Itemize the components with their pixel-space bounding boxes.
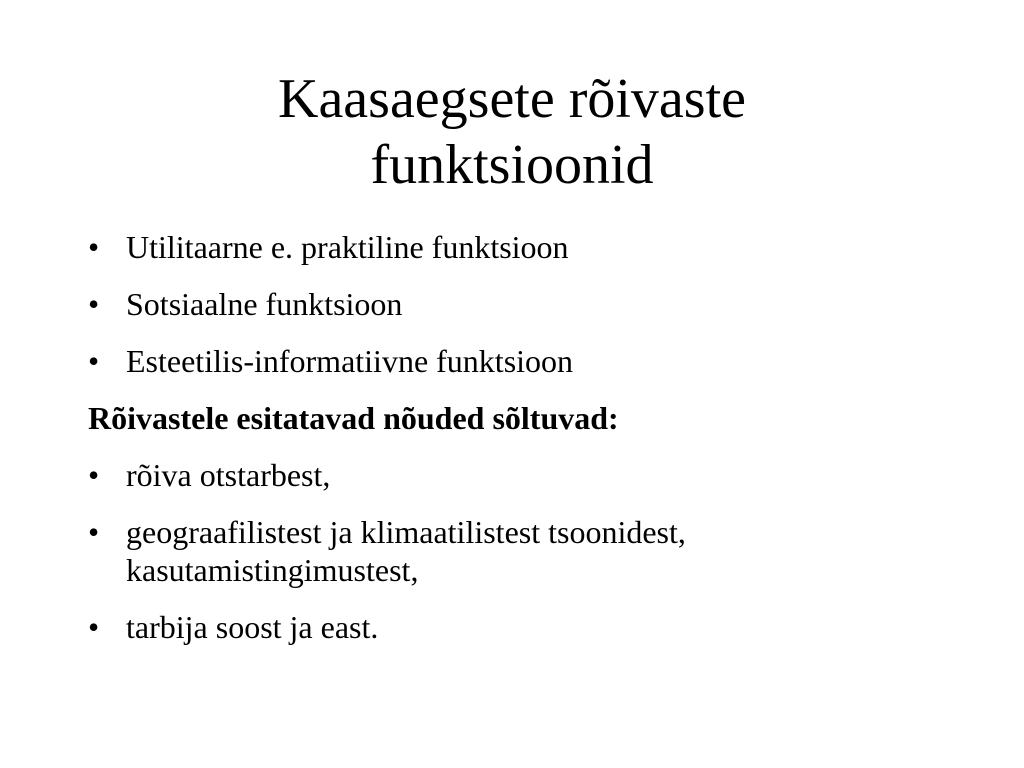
requirement-item-label: geograafilistest ja klimaatilistest tsoonidest, kasutamistingimustest, <box>126 514 686 588</box>
slide-body <box>88 228 968 665</box>
function-item-label: Esteetilis-informatiivne funktsioon <box>126 343 574 379</box>
function-item-label: Sotsiaalne funktsioon <box>126 286 403 322</box>
requirement-item-climate <box>88 513 968 589</box>
function-item-aesthetic <box>88 342 968 380</box>
function-item-social <box>88 285 968 323</box>
bullet-icon: • <box>88 343 100 379</box>
requirement-item-label: tarbija soost ja east. <box>126 609 379 645</box>
bullet-icon: • <box>88 286 100 322</box>
slide-title <box>0 66 1024 198</box>
bullet-icon: • <box>88 229 100 265</box>
bullet-icon: • <box>88 514 100 550</box>
requirement-item-purpose <box>88 456 968 494</box>
slide-title-line-2: funktsioonid <box>370 134 654 196</box>
bullet-icon: • <box>88 609 100 645</box>
slide-title-line-1: Kaasaegsete rõivaste <box>278 68 746 130</box>
requirements-heading: Rõivastele esitatavad nõuded sõltuvad: <box>88 400 619 436</box>
requirement-item-label: rõiva otstarbest, <box>126 457 331 493</box>
function-item-utilitarian <box>88 228 968 266</box>
function-item-label: Utilitaarne e. praktiline funktsioon <box>126 229 569 265</box>
bullet-icon: • <box>88 457 100 493</box>
requirement-item-consumer <box>88 608 968 646</box>
